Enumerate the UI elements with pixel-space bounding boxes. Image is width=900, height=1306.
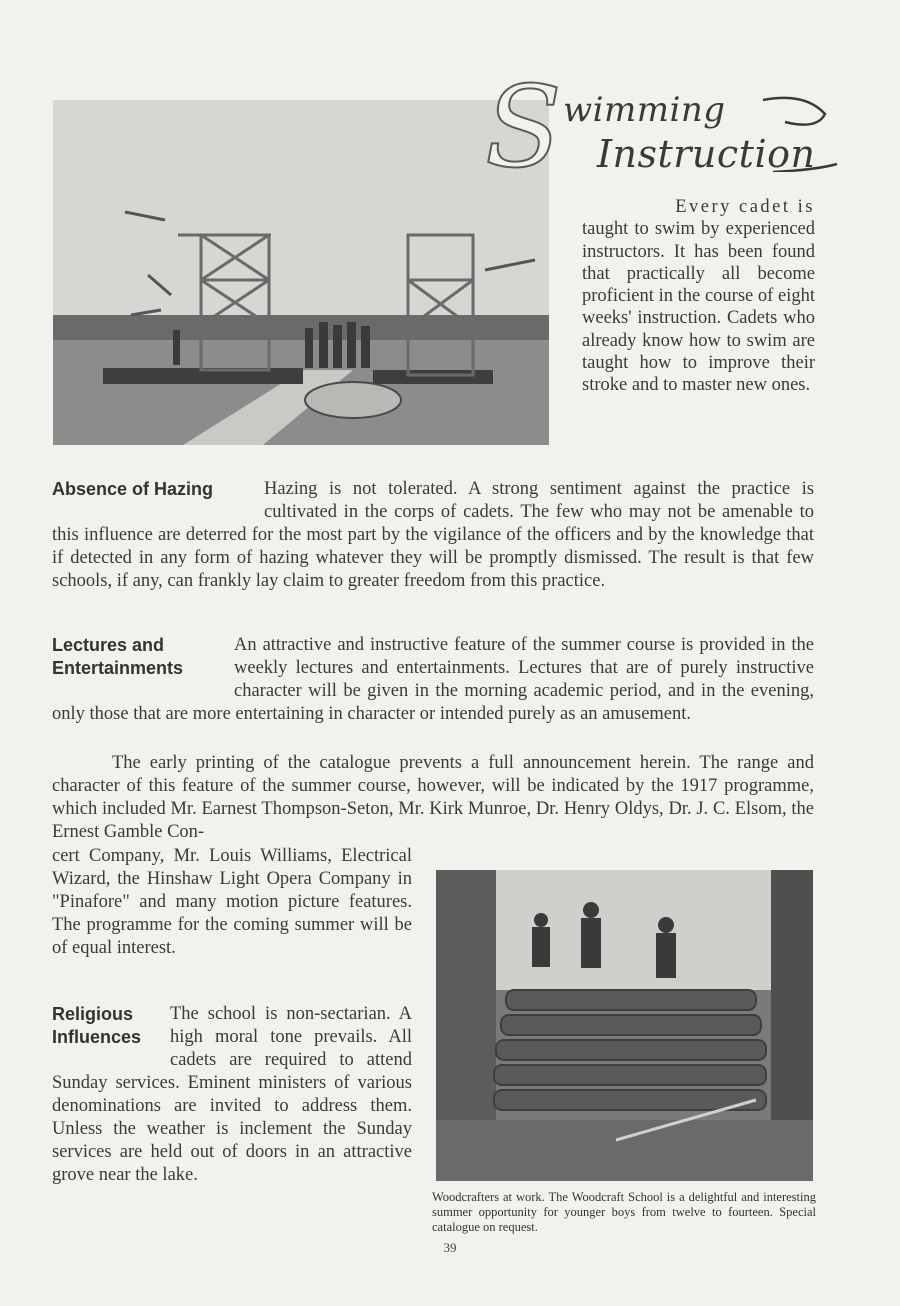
hazing-text: Hazing is not tolerated. A strong sentiment against the practice is cultivated in the corps of cadets. The few who may not be amenable to this influence are deterred for the most part by the vigilance of the officers and by the knowledge that if detected in any form of hazing whatever they will be promptly dismissed. The result is that few schools, if any, can frankly lay claim to greater freedom from this practice.: [52, 479, 814, 591]
religious-text: The school is non-sectarian. A high moral tone prevails. All cadets are required to attend Sunday services. Eminent ministers of various denominations are invited to address them. Unless the weather is inclement the Sunday services are held out of doors in an attractive grove near the lake.: [52, 1004, 412, 1185]
hazing-section: [52, 478, 814, 593]
lectures-heading: [52, 634, 222, 702]
page-number: 39: [443, 1240, 457, 1255]
lectures-text: An attractive and instructive feature of the summer course is provided in the weekly lectures and entertainments. Lectures that are of purely instructive character will be given in the morning academic period, and in the evening, only those that are more entertaining in character or intended purely as an amusement.: [52, 635, 814, 724]
lectures-section: [52, 634, 814, 726]
title-line-2: Instruction: [597, 132, 816, 176]
programme-text: The early printing of the catalogue prevents a full announcement herein. The range and character of this feature of the summer course, however, will be indicated by the 1917 programme, which included Mr. Earnest Thompson-Seton, Mr. Kirk Munroe, Dr. Henry Oldys, Dr. J. C. Elsom, the Ernest Gamble Con-: [52, 753, 814, 842]
programme-continued: [52, 845, 412, 960]
religious-heading-line-1: Religious: [52, 1004, 134, 1024]
woodcrafters-photo: [436, 870, 813, 1181]
hazing-heading: Absence of Hazing: [52, 479, 214, 499]
swimming-first-line: Every cadet is: [675, 197, 815, 217]
lectures-heading-line-2: Entertainments: [52, 658, 184, 678]
swimming-paragraph: [582, 196, 815, 397]
religious-heading: [52, 1003, 162, 1071]
programme-paragraph: [52, 752, 814, 844]
swimming-text: taught to swim by experienced instructors. It has been found that practically all become proficient in the course of eight weeks' instruction. Cadets who already know how to swim are taught how to improve their stroke and to master new ones.: [582, 219, 815, 396]
religious-heading-line-2: Influences: [52, 1027, 142, 1047]
section-title: [485, 63, 845, 193]
title-line-1: wimming: [563, 90, 726, 130]
programme-continued-text: cert Company, Mr. Louis Williams, Electrical Wizard, the Hinshaw Light Opera Company in "Pinafore" and many motion picture features. The programme for the coming summer will be of equal interest.: [52, 846, 412, 958]
religious-section: [52, 1003, 412, 1187]
title-flourish-icon: [745, 72, 845, 172]
lectures-heading-line-1: Lectures and: [52, 635, 165, 655]
diving-towers-photo: [53, 100, 549, 445]
photo-caption: Woodcrafters at work. The Woodcraft School is a delightful and interesting summer opportunity for younger boys from twelve to fourteen. Special catalogue on request.: [432, 1190, 816, 1234]
title-initial: S: [485, 63, 562, 193]
